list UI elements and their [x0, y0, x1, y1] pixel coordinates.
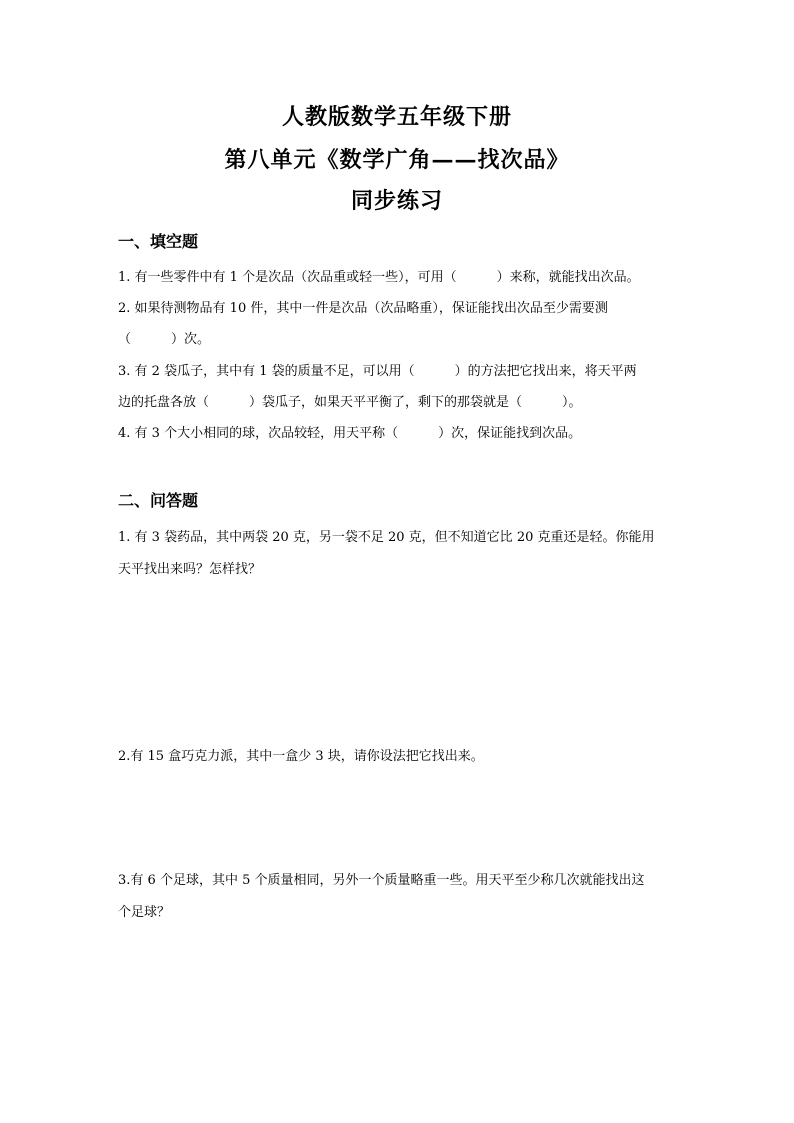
question-text: ）来称，就能找出次品。 [496, 270, 640, 285]
question-1-1 [118, 268, 640, 288]
question-1-4 [118, 424, 581, 444]
question-text: ）次，保证能找到次品。 [438, 426, 582, 441]
question-text: 边的托盘各放（ [118, 395, 210, 410]
page-title: 人教版数学五年级下册 [281, 104, 512, 130]
question-1-2: 2. 如果待测物品有 10 件，其中一件是次品（次品略重），保证能找出次品至少需要测 [118, 301, 608, 316]
question-2-1: 1. 有 3 袋药品，其中两袋 20 克，另一袋不足 20 克，但不知道它比 20 克重还是轻。你能用 [118, 530, 655, 545]
question-text: 1. 有一些零件中有 1 个是次品（次品重或轻一些），可用（ [118, 270, 457, 285]
question-text: 3. 有 2 袋瓜子，其中有 1 袋的质量不足，可以用（ [118, 364, 415, 379]
question-2-3: 3.有 6 个足球，其中 5 个质量相同，另外一个质量略重一些。用天平至少称几次就能找出这 [118, 873, 645, 888]
question-1-3 [118, 362, 637, 382]
question-text: ）的方法把它找出来，将天平两 [454, 364, 637, 379]
question-2-2: 2.有 15 盒巧克力派，其中一盒少 3 块，请你设法把它找出来。 [118, 749, 484, 764]
question-2-3-cont: 个足球？ [118, 905, 171, 920]
question-text: 4. 有 3 个大小相同的球，次品较轻，用天平称（ [118, 426, 399, 441]
question-text: ）。 [562, 395, 582, 410]
section-heading-qa: 二、问答题 [118, 491, 199, 510]
question-1-2-cont [118, 330, 210, 350]
section-heading-fill-blank: 一、填空题 [118, 232, 199, 251]
page-subtitle-practice: 同步练习 [350, 188, 443, 214]
question-2-1-cont: 天平找出来吗？怎样找？ [118, 562, 262, 577]
question-text: （ [118, 332, 132, 347]
page-subtitle: 第八单元《数学广角——找次品》 [224, 147, 570, 173]
question-text: ）次。 [171, 332, 211, 347]
question-text: ）袋瓜子，如果天平平衡了，剩下的那袋就是（ [249, 395, 523, 410]
question-1-3-cont [118, 393, 582, 413]
